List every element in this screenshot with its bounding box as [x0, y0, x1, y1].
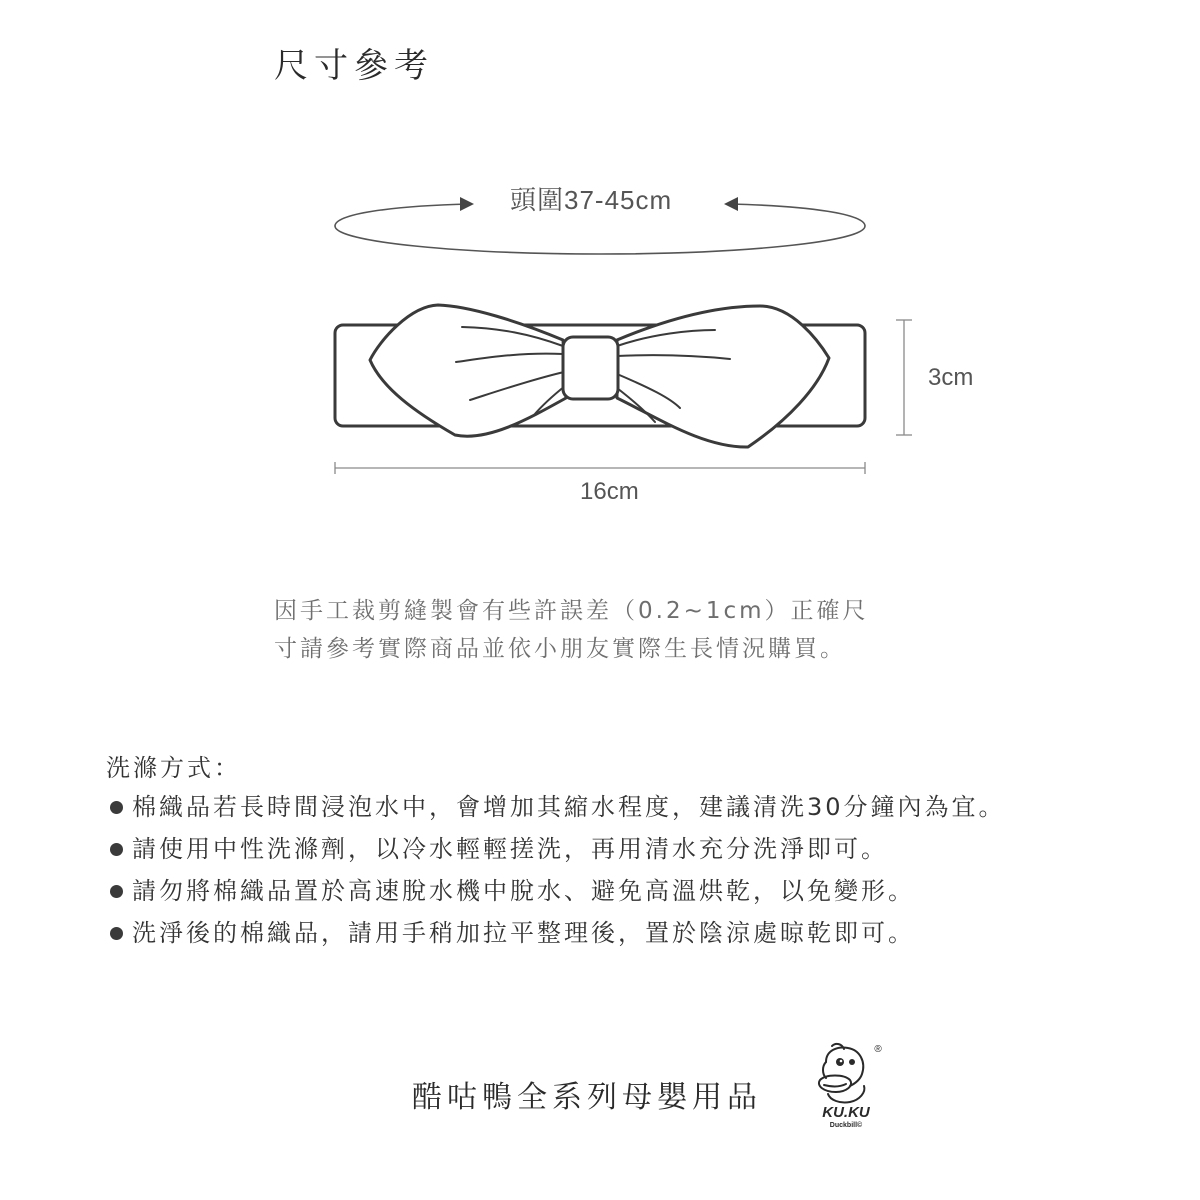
bullet-icon [110, 885, 123, 898]
logo-wordmark: KU.KU [822, 1104, 870, 1121]
care-item [106, 870, 1006, 912]
care-item-text: 洗淨後的棉織品，請用手稍加拉平整理後，置於陰涼處晾乾即可。 [132, 919, 915, 947]
care-item [106, 912, 1006, 954]
arrow-right-icon [460, 197, 474, 211]
bullet-icon [110, 927, 123, 940]
brand-tagline: 酷咕鴨全系列母嬰用品 [412, 1080, 762, 1115]
kuku-duckbill-logo [806, 1040, 886, 1130]
care-item-text: 請勿將棉織品置於高速脫水機中脫水、避免高溫烘乾，以免變形。 [132, 877, 915, 905]
width-dimension [335, 462, 865, 474]
circumference-label: 頭圍37-45cm [510, 185, 673, 215]
logo-subtext: Duckbill© [829, 1122, 863, 1129]
width-label: 16cm [580, 478, 639, 505]
note-line: 因手工裁剪縫製會有些許誤差（0.2~1cm）正確尺 [274, 598, 869, 624]
care-instructions-title: 洗滌方式： [106, 754, 241, 782]
care-item [106, 786, 1006, 828]
size-disclaimer-note [274, 592, 954, 668]
care-item-text: 棉織品若長時間浸泡水中，會增加其縮水程度，建議清洗30分鐘內為宜。 [132, 793, 1006, 821]
care-instructions-list [106, 786, 1006, 954]
height-dimension [896, 320, 912, 435]
bullet-icon [110, 801, 123, 814]
bullet-icon [110, 843, 123, 856]
registered-mark: ® [874, 1044, 882, 1055]
note-line: 寸請參考實際商品並依小朋友實際生長情況購買。 [274, 636, 846, 662]
arrow-left-icon [724, 197, 738, 211]
page-title: 尺寸參考 [274, 46, 434, 86]
care-item-text: 請使用中性洗滌劑，以冷水輕輕搓洗，再用清水充分洗淨即可。 [132, 835, 888, 863]
bow-knot [563, 337, 618, 399]
care-item [106, 828, 1006, 870]
headband-size-diagram [0, 0, 1200, 560]
headband-illustration [335, 305, 865, 447]
height-label: 3cm [928, 364, 974, 391]
